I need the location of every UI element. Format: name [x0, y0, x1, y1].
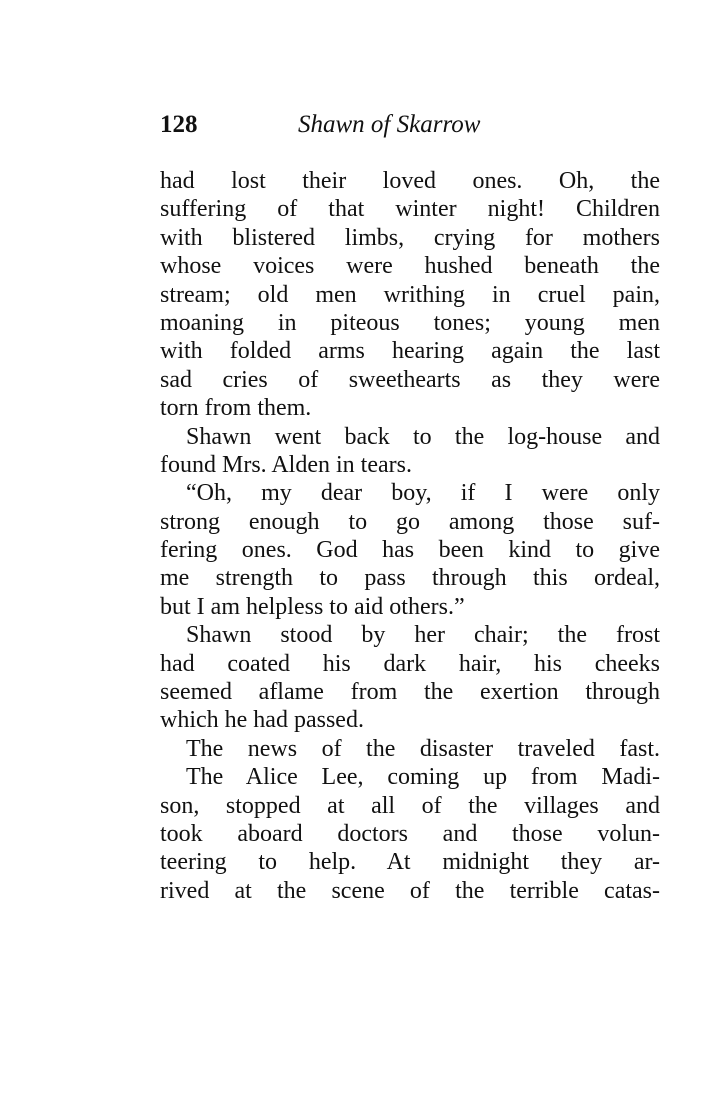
- text-line: sad cries of sweethearts as they were: [160, 366, 660, 393]
- text-line: rived at the scene of the terrible catas-: [160, 877, 660, 904]
- running-head: [160, 108, 660, 142]
- text-line: which he had passed.: [160, 707, 364, 734]
- text-line: found Mrs. Alden in tears.: [160, 451, 412, 478]
- text-line: “Oh, my dear boy, if I were only: [186, 480, 660, 507]
- text-line: Shawn went back to the log-house and: [186, 423, 660, 450]
- text-line: stream; old men writhing in cruel pain,: [160, 281, 660, 308]
- body-text: [160, 167, 660, 905]
- text-line: suffering of that winter night! Children: [160, 196, 660, 223]
- text-line: son, stopped at all of the villages and: [160, 792, 660, 819]
- text-line: whose voices were hushed beneath the: [160, 253, 660, 280]
- page-number: 128: [160, 111, 198, 138]
- text-line: with blistered limbs, crying for mothers: [160, 224, 660, 251]
- text-line: The news of the disaster traveled fast.: [186, 735, 660, 762]
- running-title: Shawn of Skarrow: [298, 111, 481, 138]
- text-line: The Alice Lee, coming up from Madi-: [186, 764, 660, 791]
- text-line: but I am helpless to aid others.”: [160, 593, 465, 620]
- text-line: me strength to pass through this ordeal,: [160, 565, 660, 592]
- text-line: seemed aflame from the exertion through: [160, 679, 660, 706]
- text-line: moaning in piteous tones; young men: [160, 309, 660, 336]
- text-line: had coated his dark hair, his cheeks: [160, 650, 660, 677]
- text-line: torn from them.: [160, 395, 312, 422]
- text-line: Shawn stood by her chair; the frost: [186, 622, 660, 649]
- text-line: with folded arms hearing again the last: [160, 338, 660, 365]
- text-line: fering ones. God has been kind to give: [160, 537, 660, 564]
- text-line: had lost their loved ones. Oh, the: [160, 168, 660, 194]
- text-line: teering to help. At midnight they ar-: [160, 849, 660, 876]
- text-line: strong enough to go among those suf-: [160, 508, 660, 535]
- text-line: took aboard doctors and those volun-: [160, 820, 660, 847]
